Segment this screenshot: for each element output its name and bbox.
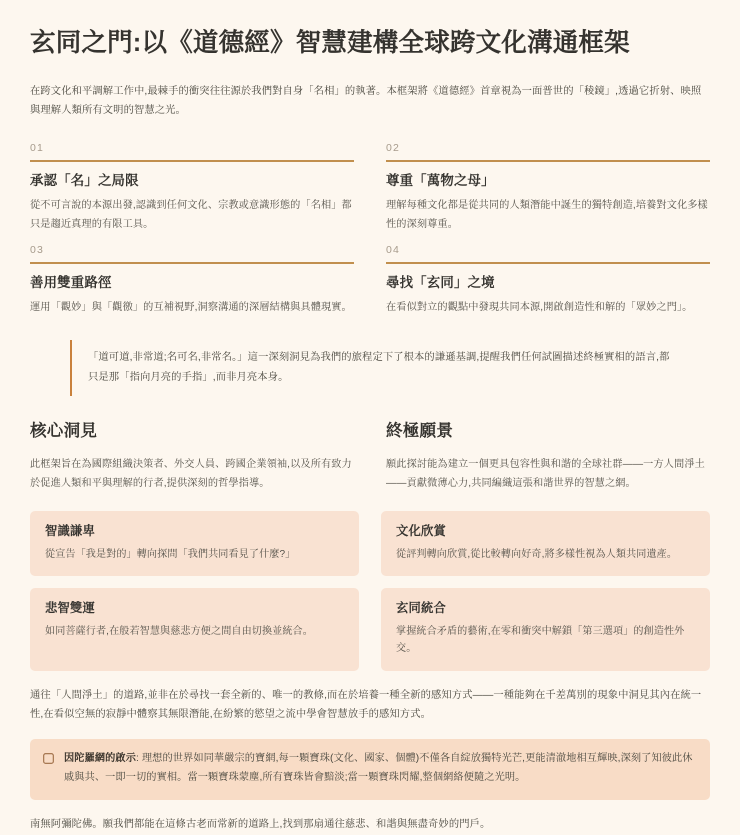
callout-body: : 理想的世界如同華嚴宗的寶網,每一顆寶珠(文化、國家、個體)不僅各自綻放獨特光芒,更能清澈地相互輝映,深刻了知彼此休戚與共、一即一切的實相。當一顆寶珠蒙塵,所有寶珠皆會黯淡;當一顆寶珠閃耀,整個網絡便隨之光明。 <box>64 753 693 784</box>
blockquote <box>70 340 670 396</box>
blockquote-text: 「道可道,非常道;名可名,非常名。」這一深刻洞見為我們的旅程定下了根本的謙遜基調,提醒我們任何試圖描述終極實相的語言,都只是那「指向月亮的手指」,而非月亮本身。 <box>88 351 670 383</box>
principle-item-01 <box>30 142 354 244</box>
principle-heading: 善用雙重路徑 <box>30 274 112 290</box>
section-ultimate-vision <box>386 420 710 494</box>
principle-item-03 <box>30 244 354 328</box>
section-core-insight <box>30 420 354 494</box>
principle-heading: 尊重「萬物之母」 <box>386 172 495 188</box>
principle-divider <box>30 262 354 264</box>
principle-body: 運用「觀妙」與「觀徼」的互補視野,洞察溝通的深層結構與具體現實。 <box>30 302 352 314</box>
final-paragraph: 南無阿彌陀佛。願我們都能在這條古老而常新的道路上,找到那扇通往慈悲、和諧與無盡奇妙的門戶。 <box>30 819 491 831</box>
sections-row <box>30 420 710 494</box>
card-compassion-wisdom <box>30 588 359 671</box>
principle-number: 02 <box>386 141 400 154</box>
section-title: 終極願景 <box>386 421 454 440</box>
card-intellectual-humility <box>30 511 359 576</box>
card-body: 如同菩薩行者,在般若智慧與慈悲方便之間自由切換並統合。 <box>45 626 313 638</box>
principle-number: 01 <box>30 141 44 154</box>
card-title: 智識謙卑 <box>45 523 95 538</box>
card-mysterious-unity <box>381 588 710 671</box>
principle-heading: 尋找「玄同」之境 <box>386 274 495 290</box>
principle-divider <box>30 160 354 162</box>
principle-divider <box>386 262 710 264</box>
card-title: 文化欣賞 <box>396 523 446 538</box>
callout-lead: 因陀羅網的啟示 <box>64 753 137 765</box>
callout-text <box>64 750 694 788</box>
principle-number: 03 <box>30 244 44 257</box>
closing-paragraph: 通往「人間淨土」的道路,並非在於尋找一套全新的、唯一的教條,而在於培養一種全新的感知方式——一種能夠在千差萬別的現象中洞見其內在統一性,在看似空無的寂靜中體察其無限潛能,在紛繁的慾望之流中學會智慧放手的感知方式。 <box>30 689 702 720</box>
page-title: 玄同之門:以《道德經》智慧建構全球跨文化溝通框架 <box>30 29 630 57</box>
principle-divider <box>386 160 710 162</box>
callout-box <box>30 739 710 800</box>
card-title: 玄同統合 <box>396 601 446 616</box>
section-title: 核心洞見 <box>30 421 98 440</box>
card-cultural-appreciation <box>381 511 710 576</box>
section-body: 願此探討能為建立一個更具包容性與和諧的全球社群——一方人間淨土——貢獻微薄心力,共同編織這張和諧世界的智慧之網。 <box>386 458 705 489</box>
cards-grid <box>30 511 710 671</box>
principle-item-04 <box>386 244 710 328</box>
card-body: 從評判轉向欣賞,從比較轉向好奇,將多樣性視為人類共同遺產。 <box>396 548 678 560</box>
principle-body: 在看似對立的觀點中發現共同本源,開啟創造性和解的「眾妙之門」。 <box>386 302 693 314</box>
bookmark-icon <box>43 753 54 764</box>
principle-item-02 <box>386 142 710 244</box>
principle-heading: 承認「名」之局限 <box>30 172 139 188</box>
card-body: 掌握統合矛盾的藝術,在零和衝突中解鎖「第三選項」的創造性外交。 <box>396 626 685 655</box>
principles-grid <box>30 142 710 328</box>
principle-body: 從不可言說的本源出發,認識到任何文化、宗教或意識形態的「名相」都只是趨近真理的有限工具。 <box>30 200 352 230</box>
card-title: 悲智雙運 <box>45 601 95 616</box>
intro-paragraph: 在跨文化和平調解工作中,最棘手的衝突往往源於我們對自身「名相」的執著。本框架將《道德經》首章視為一面普世的「稜鏡」,透過它折射、映照與理解人類所有文明的智慧之光。 <box>30 85 702 116</box>
principle-body: 理解每種文化都是從共同的人類潛能中誕生的獨特創造,培養對文化多樣性的深刻尊重。 <box>386 200 708 230</box>
card-body: 從宣告「我是對的」轉向探問「我們共同看見了什麼?」 <box>45 548 296 560</box>
section-body: 此框架旨在為國際組織決策者、外交人員、跨國企業領袖,以及所有致力於促進人類和平與理解的行者,提供深刻的哲學指導。 <box>30 458 352 489</box>
principle-number: 04 <box>386 244 400 257</box>
